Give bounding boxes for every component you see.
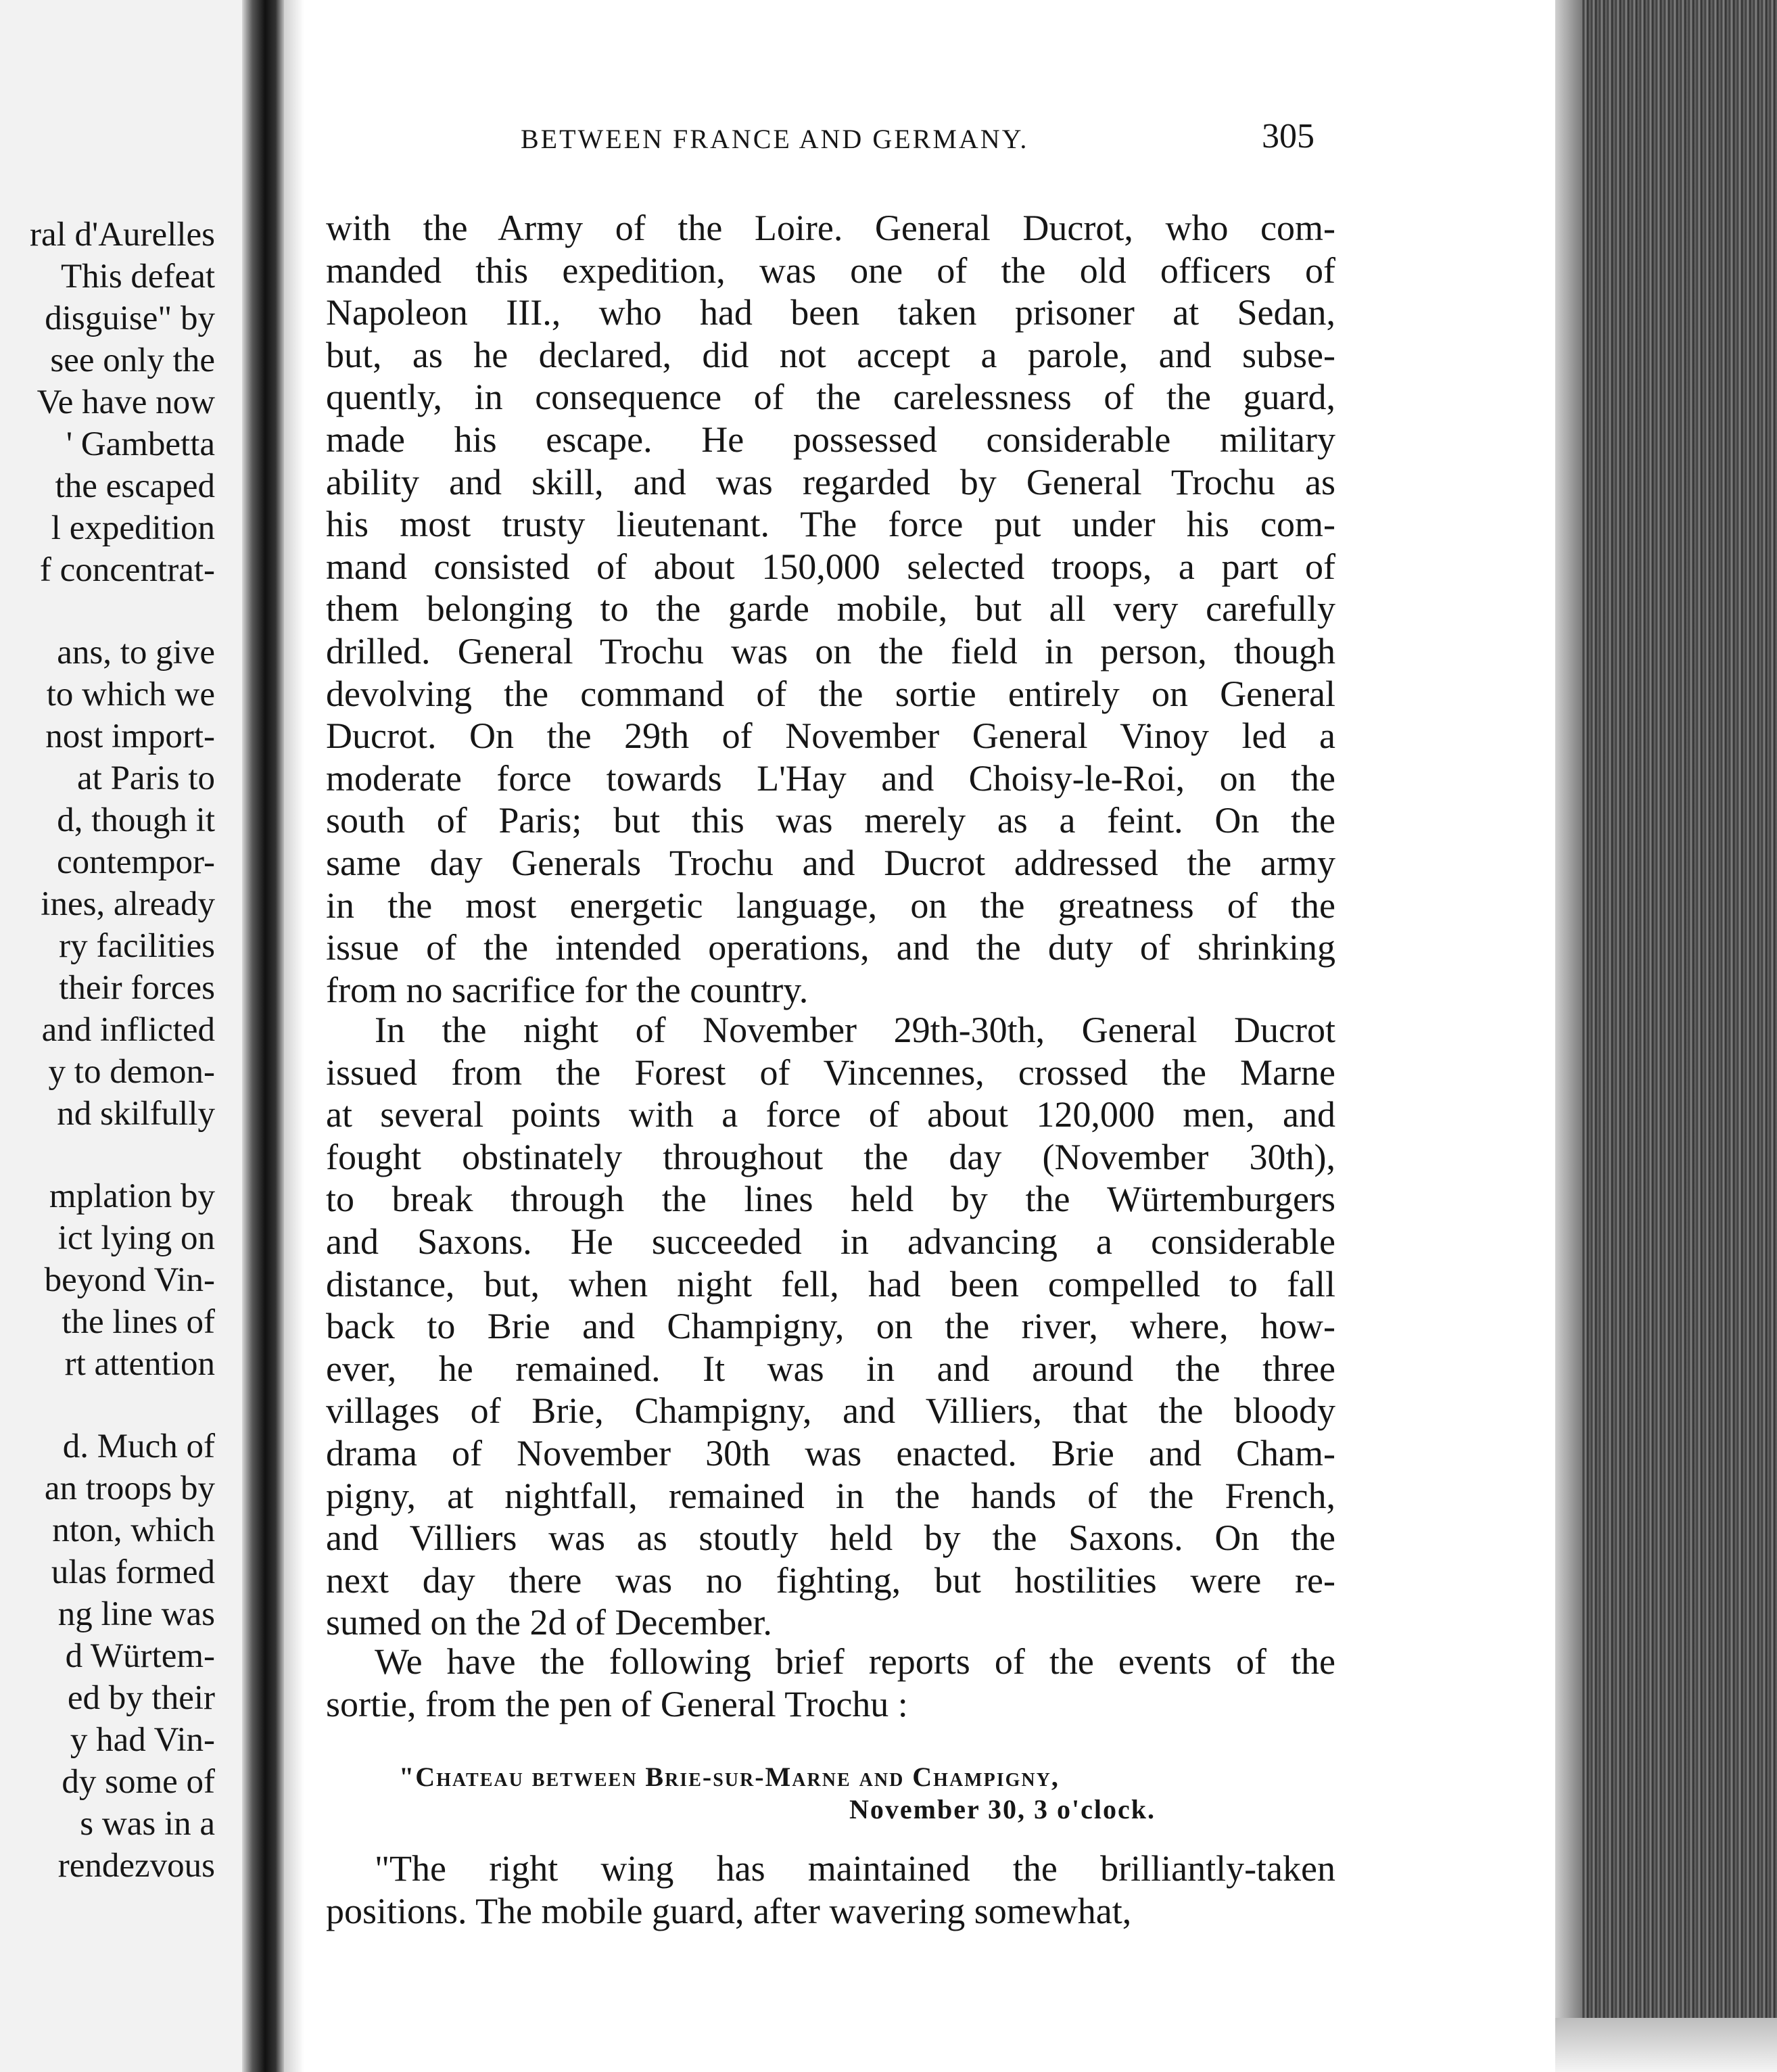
text-line: mand consisted of about 150,000 selected troops, a part of [326,546,1335,587]
facing-page-line: d Würtem- [65,1637,215,1675]
text-line: and Saxons. He succeeded in advancing a considerable [326,1221,1335,1262]
text-line: drilled. General Trochu was on the field in person, though [326,631,1335,672]
facing-page-line: their forces [59,969,215,1007]
text-line: drama of November 30th was enacted. Brie and Cham- [326,1433,1335,1474]
facing-page-line: nd skilfully [57,1095,215,1133]
dispatch-dateline: November 30, 3 o'clock. [849,1794,1156,1824]
text-line: Napoleon III., who had been taken prisoner at Sedan, [326,292,1335,333]
facing-page-line: ed by their [67,1679,215,1717]
text-line: at several points with a force of about 120,000 men, and [326,1094,1335,1135]
facing-page-line: This defeat [61,258,215,296]
text-line: back to Brie and Champigny, on the river, where, how- [326,1306,1335,1346]
facing-page-line: f concentrat- [39,551,215,589]
text-line: positions. The mobile guard, after wavering somewhat, [326,1891,1132,1931]
facing-page-line: y had Vin- [70,1721,215,1759]
facing-page-line: ry facilities [59,927,215,965]
text-line: issue of the intended operations, and the duty of shrinking [326,927,1335,968]
facing-page-line: Ve have now [37,383,215,421]
facing-page-line: ' Gambetta [66,425,215,463]
text-line: pigny, at nightfall, remained in the hands of the French, [326,1476,1335,1516]
facing-page-line: see only the [50,342,215,379]
facing-page-line: the escaped [55,467,215,505]
facing-page-line: ral d'Aurelles [29,216,215,254]
text-line: ability and skill, and was regarded by General Trochu as [326,462,1335,502]
facing-page-line: y to demon- [48,1053,215,1091]
facing-page-line: ans, to give [57,634,215,672]
facing-page-line: contempor- [56,843,215,881]
facing-page-line: rt attention [64,1345,215,1383]
text-line: "The right wing has maintained the brilliantly-taken [375,1848,1335,1889]
facing-page-line: nton, which [52,1511,215,1549]
facing-page-line: rendezvous [57,1847,215,1885]
facing-page-line: ict lying on [57,1219,215,1257]
text-line: issued from the Forest of Vincennes, crossed the Marne [326,1052,1335,1093]
facing-page-line: nost import- [45,717,215,755]
text-line: Ducrot. On the 29th of November General Vinoy led a [326,715,1335,756]
dispatch-heading: "Chateau between Brie-sur-Marne and Champigny, [399,1762,1060,1792]
gutter-shadow [284,0,304,2072]
text-line: same day Generals Trochu and Ducrot addressed the army [326,843,1335,883]
text-line: moderate force towards L'Hay and Choisy-le-Roi, on the [326,758,1335,799]
page-edge-highlight [1555,0,1582,2072]
facing-page-line: disguise" by [45,300,215,337]
facing-page-line: the lines of [62,1303,215,1341]
running-head: BETWEEN FRANCE AND GERMANY. [521,124,1029,154]
text-line: fought obstinately throughout the day (November 30th), [326,1137,1335,1177]
facing-page-line: d. Much of [62,1428,215,1465]
text-line: manded this expedition, was one of the old officers of [326,250,1335,291]
text-line: south of Paris; but this was merely as a feint. On the [326,800,1335,841]
text-line: his most trusty lieutenant. The force put under his com- [326,504,1335,544]
page-number: 305 [1262,117,1314,156]
text-line: next day there was no fighting, but hostilities were re- [326,1560,1335,1601]
facing-page-line: d, though it [57,801,215,839]
facing-page-line: ulas formed [51,1553,215,1591]
facing-page-line: at Paris to [77,759,215,797]
text-line: sortie, from the pen of General Trochu : [326,1684,908,1724]
book-gutter [242,0,284,2072]
text-line: them belonging to the garde mobile, but all very carefully [326,588,1335,629]
text-line: made his escape. He possessed considerable military [326,419,1335,460]
text-line: In the night of November 29th-30th, General Ducrot [375,1010,1335,1050]
text-line: from no sacrifice for the country. [326,970,809,1010]
facing-page-line: beyond Vin- [44,1261,215,1299]
facing-page-line: ines, already [41,885,215,923]
facing-page-line: and inflicted [41,1011,215,1049]
text-line: devolving the command of the sortie entirely on General [326,674,1335,714]
text-line: to break through the lines held by the Würtemburgers [326,1179,1335,1219]
text-line: We have the following brief reports of the events of the [375,1641,1335,1682]
page-edge-bottom [1555,2018,1777,2072]
facing-page [0,0,252,2072]
text-line: sumed on the 2d of December. [326,1602,772,1643]
text-line: villages of Brie, Champigny, and Villiers, that the bloody [326,1390,1335,1431]
facing-page-line: ng line was [57,1595,215,1633]
facing-page-line: an troops by [44,1469,215,1507]
facing-page-line: dy some of [62,1763,215,1801]
text-line: ever, he remained. It was in and around the three [326,1348,1335,1389]
text-line: and Villiers was as stoutly held by the Saxons. On the [326,1517,1335,1558]
facing-page-line: s was in a [80,1805,215,1843]
text-line: distance, but, when night fell, had been compelled to fall [326,1264,1335,1304]
text-line: quently, in consequence of the carelessness of the guard, [326,377,1335,417]
page-edges [1555,0,1777,2072]
text-line: in the most energetic language, on the greatness of the [326,885,1335,926]
text-line: with the Army of the Loire. General Ducrot, who com- [326,208,1335,248]
facing-page-line: to which we [46,676,215,713]
facing-page-line: l expedition [51,509,215,547]
facing-page-line: mplation by [49,1177,215,1215]
text-line: but, as he declared, did not accept a parole, and subse- [326,335,1335,375]
